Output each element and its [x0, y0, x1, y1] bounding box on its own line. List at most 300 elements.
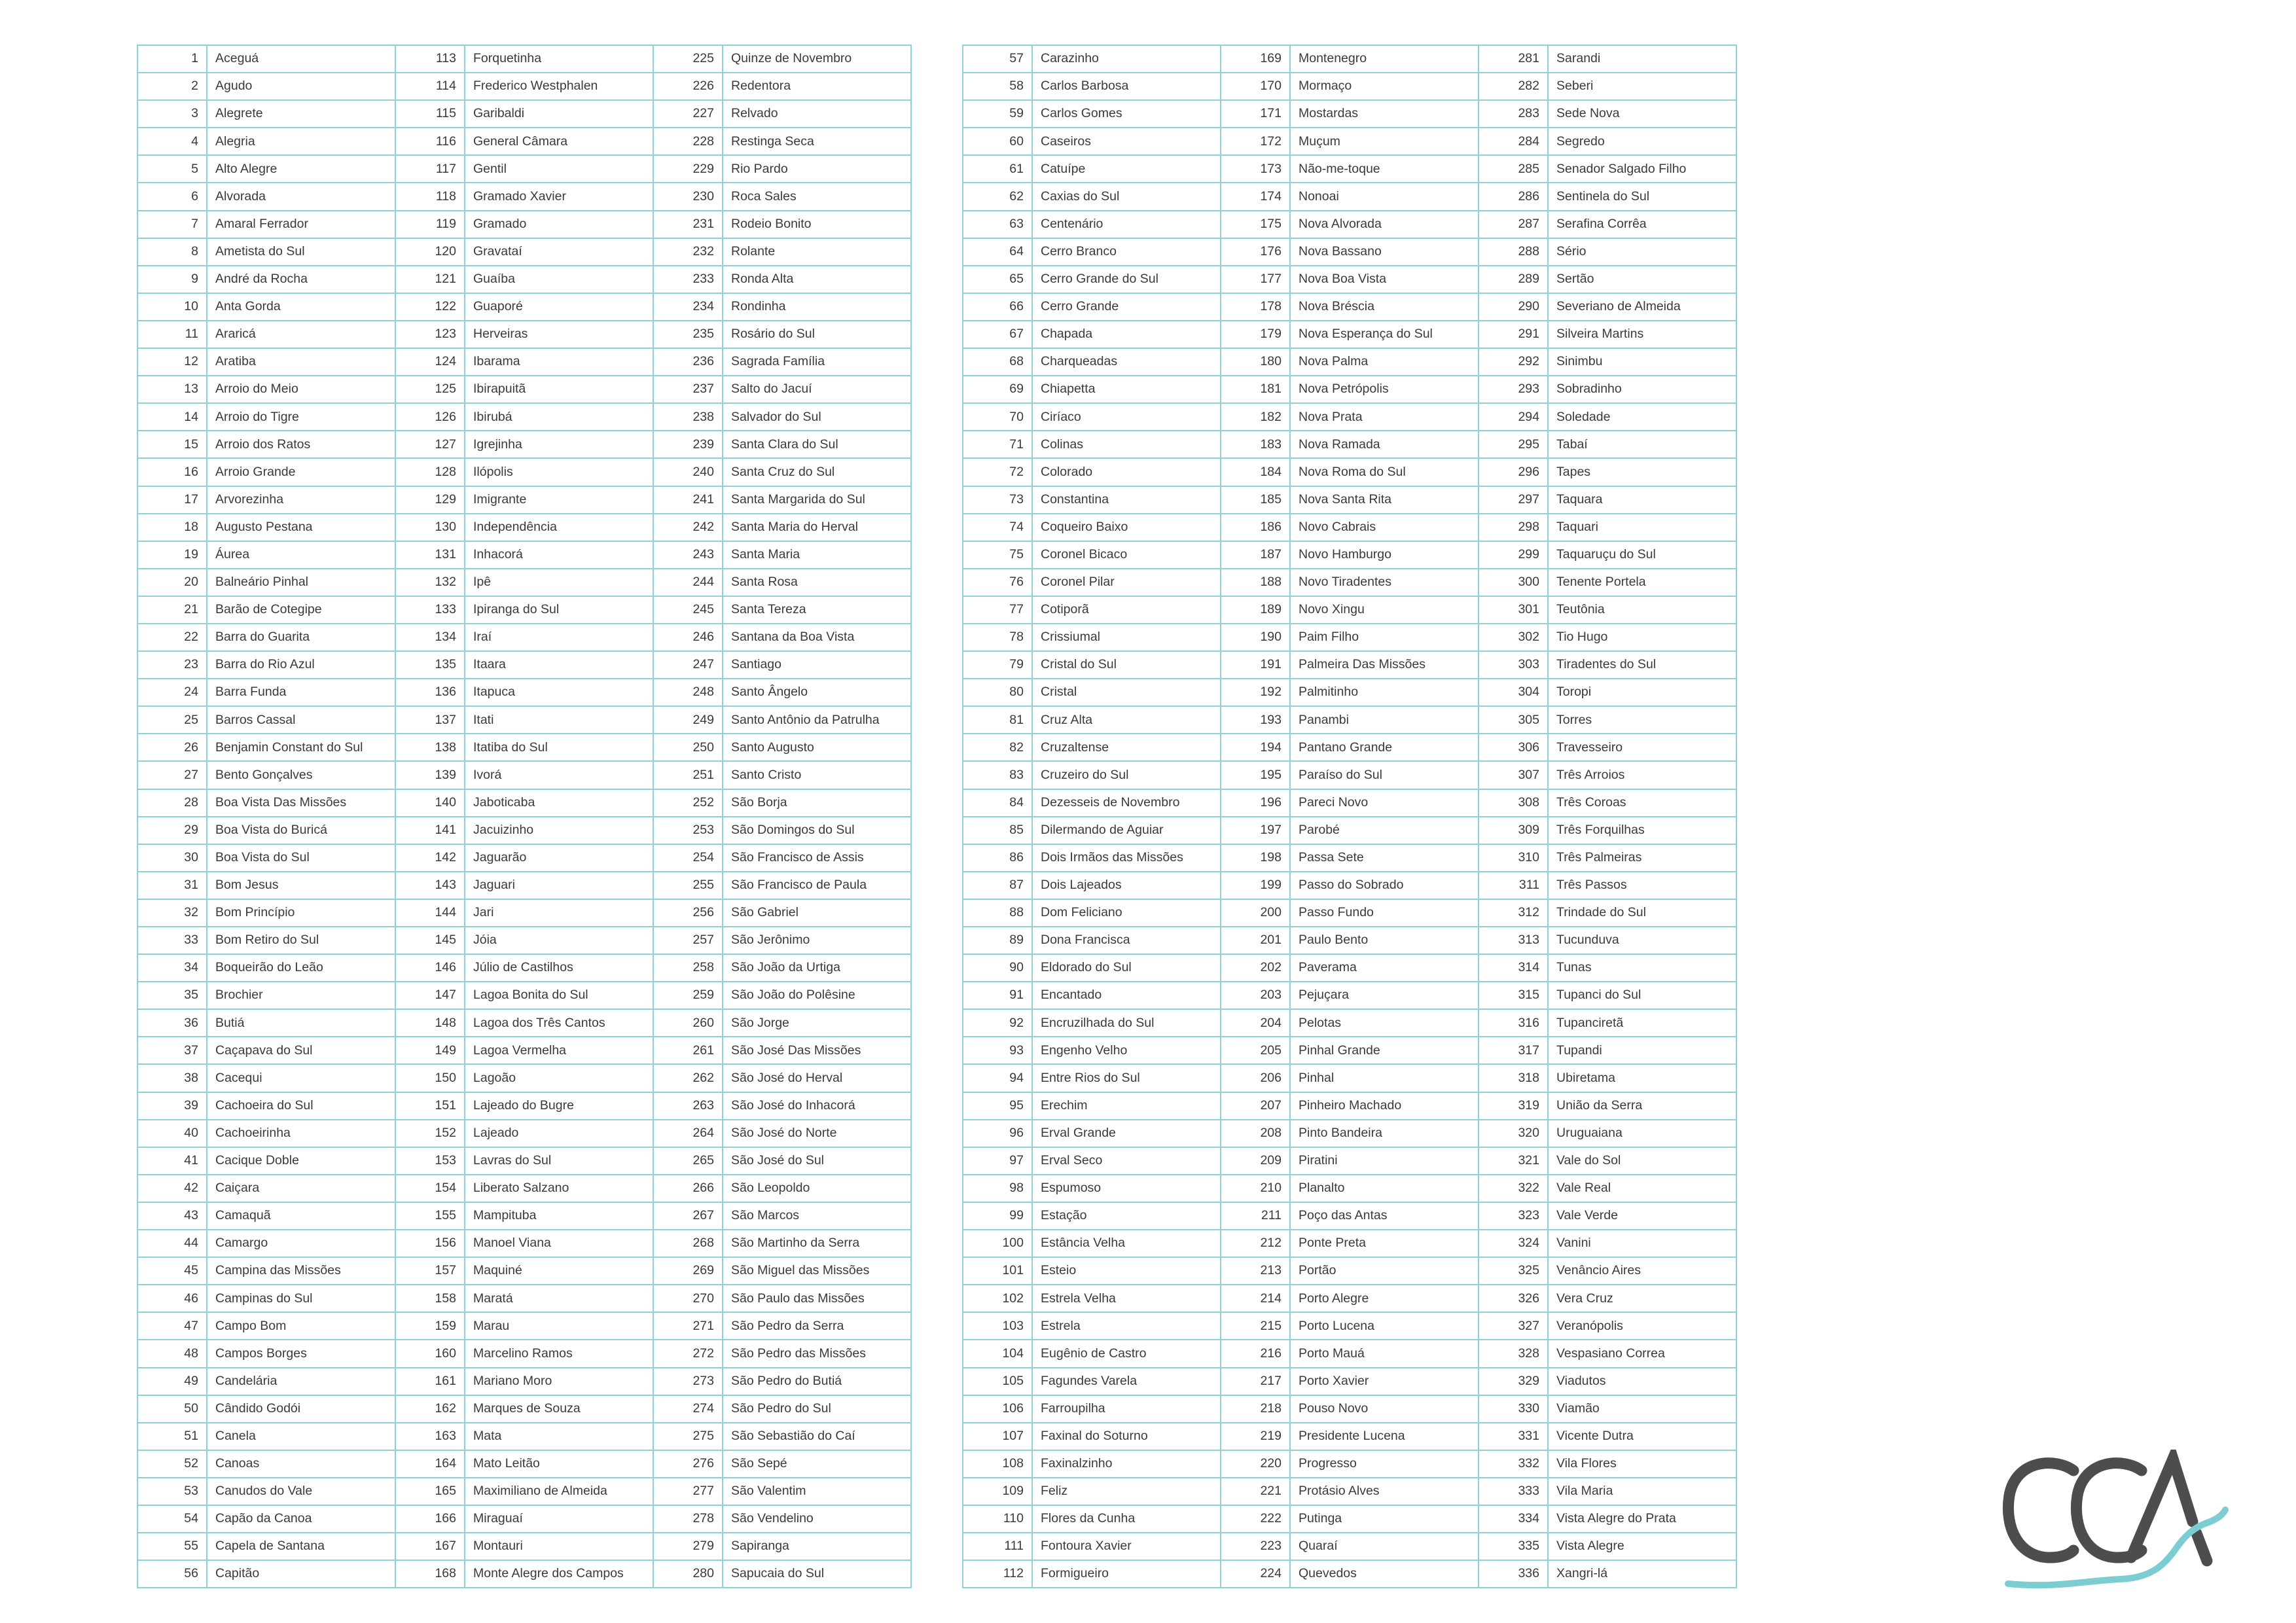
municipality-name: Cândido Godói	[207, 1395, 395, 1423]
municipality-number: 288	[1479, 238, 1548, 266]
table-row	[137, 1257, 911, 1285]
municipality-name: Pinhal Grande	[1290, 1037, 1479, 1064]
municipality-number: 248	[653, 679, 723, 706]
table-row	[137, 293, 911, 321]
municipality-number: 36	[137, 1009, 207, 1037]
municipality-number: 154	[395, 1175, 465, 1202]
municipality-name: Piratini	[1290, 1147, 1479, 1175]
municipality-name: Santo Cristo	[723, 761, 911, 789]
municipality-number: 181	[1221, 376, 1290, 403]
table-row	[137, 954, 911, 982]
municipality-number: 312	[1479, 899, 1548, 927]
municipality-number: 96	[963, 1120, 1032, 1147]
municipality-name: Nova Boa Vista	[1290, 266, 1479, 293]
municipality-name: Dona Francisca	[1032, 927, 1221, 954]
municipality-name: Xangri-lá	[1548, 1560, 1736, 1588]
municipality-name: Jacuizinho	[465, 817, 653, 844]
municipality-number: 114	[395, 73, 465, 100]
table-row	[963, 817, 1736, 844]
municipality-number: 203	[1221, 982, 1290, 1009]
municipality-name: Nonoai	[1290, 183, 1479, 210]
municipality-number: 56	[137, 1560, 207, 1588]
table-row	[963, 651, 1736, 679]
municipality-name: Segredo	[1548, 128, 1736, 155]
municipality-number: 333	[1479, 1478, 1548, 1505]
municipality-name: Taquaruçu do Sul	[1548, 541, 1736, 569]
municipality-name: São Domingos do Sul	[723, 817, 911, 844]
table-row	[963, 1037, 1736, 1064]
municipality-name: Santa Clara do Sul	[723, 431, 911, 458]
municipality-name: Jóia	[465, 927, 653, 954]
table-row	[137, 376, 911, 403]
municipality-name: Tenente Portela	[1548, 569, 1736, 596]
municipality-number: 270	[653, 1285, 723, 1312]
municipality-number: 189	[1221, 596, 1290, 624]
cca-logo	[1996, 1450, 2232, 1600]
table-row	[963, 1147, 1736, 1175]
municipality-number: 68	[963, 348, 1032, 376]
municipality-number: 57	[963, 45, 1032, 73]
municipality-number: 73	[963, 486, 1032, 514]
table-row	[963, 376, 1736, 403]
municipality-name: Cerro Grande	[1032, 293, 1221, 321]
municipality-number: 217	[1221, 1368, 1290, 1395]
municipality-number: 177	[1221, 266, 1290, 293]
municipality-name: São José do Sul	[723, 1147, 911, 1175]
table-row	[963, 321, 1736, 348]
municipality-number: 48	[137, 1340, 207, 1367]
municipality-name: Faxinalzinho	[1032, 1450, 1221, 1478]
municipality-number: 320	[1479, 1120, 1548, 1147]
municipality-number: 209	[1221, 1147, 1290, 1175]
municipality-number: 153	[395, 1147, 465, 1175]
municipality-name: Camaquã	[207, 1202, 395, 1230]
municipality-number: 21	[137, 596, 207, 624]
municipality-number: 285	[1479, 155, 1548, 183]
table-row	[137, 679, 911, 706]
municipality-number: 205	[1221, 1037, 1290, 1064]
municipality-name: Estação	[1032, 1202, 1221, 1230]
municipality-name: Sinimbu	[1548, 348, 1736, 376]
municipality-name: Lavras do Sul	[465, 1147, 653, 1175]
municipality-number: 208	[1221, 1120, 1290, 1147]
table-row	[963, 73, 1736, 100]
municipality-name: Maratá	[465, 1285, 653, 1312]
municipality-number: 109	[963, 1478, 1032, 1505]
municipality-number: 298	[1479, 514, 1548, 541]
municipality-number: 129	[395, 486, 465, 514]
municipality-number: 10	[137, 293, 207, 321]
municipality-name: Palmitinho	[1290, 679, 1479, 706]
table-row	[963, 348, 1736, 376]
municipality-number: 117	[395, 155, 465, 183]
municipality-name: Dezesseis de Novembro	[1032, 789, 1221, 817]
municipality-name: Pinheiro Machado	[1290, 1092, 1479, 1120]
municipality-name: Carlos Gomes	[1032, 100, 1221, 128]
municipality-number: 331	[1479, 1423, 1548, 1450]
table-row	[137, 403, 911, 431]
municipality-name: Vila Maria	[1548, 1478, 1736, 1505]
municipality-name: Nova Ramada	[1290, 431, 1479, 458]
municipality-number: 329	[1479, 1368, 1548, 1395]
municipality-number: 5	[137, 155, 207, 183]
municipality-number: 261	[653, 1037, 723, 1064]
municipality-name: Capela de Santana	[207, 1533, 395, 1560]
municipality-name: Salvador do Sul	[723, 403, 911, 431]
municipality-name: Itaara	[465, 651, 653, 679]
municipality-number: 241	[653, 486, 723, 514]
municipality-number: 336	[1479, 1560, 1548, 1588]
municipality-name: Cotiporã	[1032, 596, 1221, 624]
table-row	[137, 431, 911, 458]
municipality-name: Seberi	[1548, 73, 1736, 100]
municipality-name: Lajeado	[465, 1120, 653, 1147]
municipality-number: 323	[1479, 1202, 1548, 1230]
municipality-name: Vista Alegre	[1548, 1533, 1736, 1560]
municipality-number: 233	[653, 266, 723, 293]
municipality-number: 278	[653, 1505, 723, 1533]
municipality-name: Tunas	[1548, 954, 1736, 982]
municipality-name: Lajeado do Bugre	[465, 1092, 653, 1120]
municipality-number: 308	[1479, 789, 1548, 817]
table-row	[963, 100, 1736, 128]
municipality-name: Relvado	[723, 100, 911, 128]
municipality-number: 92	[963, 1009, 1032, 1037]
municipality-number: 266	[653, 1175, 723, 1202]
municipality-number: 17	[137, 486, 207, 514]
municipality-number: 240	[653, 458, 723, 486]
municipality-number: 330	[1479, 1395, 1548, 1423]
municipality-name: Serafina Corrêa	[1548, 211, 1736, 238]
municipality-number: 321	[1479, 1147, 1548, 1175]
municipality-number: 335	[1479, 1533, 1548, 1560]
municipality-name: General Câmara	[465, 128, 653, 155]
municipality-name: Vale Verde	[1548, 1202, 1736, 1230]
municipality-name: Uruguaiana	[1548, 1120, 1736, 1147]
municipality-name: Centenário	[1032, 211, 1221, 238]
municipality-name: Gentil	[465, 155, 653, 183]
municipality-number: 251	[653, 761, 723, 789]
municipality-name: Nova Palma	[1290, 348, 1479, 376]
municipality-number: 155	[395, 1202, 465, 1230]
municipality-name: São Francisco de Assis	[723, 844, 911, 872]
table-row	[137, 1560, 911, 1588]
municipality-number: 83	[963, 761, 1032, 789]
municipality-name: Nova Bassano	[1290, 238, 1479, 266]
municipality-name: Manoel Viana	[465, 1230, 653, 1257]
municipality-number: 122	[395, 293, 465, 321]
municipality-name: Entre Rios do Sul	[1032, 1064, 1221, 1092]
municipality-name: Ibirapuitã	[465, 376, 653, 403]
municipality-name: Quinze de Novembro	[723, 45, 911, 73]
municipality-name: Santa Maria	[723, 541, 911, 569]
table-row	[137, 486, 911, 514]
municipality-name: Vila Flores	[1548, 1450, 1736, 1478]
table-row	[963, 1009, 1736, 1037]
municipality-name: Lagoa Bonita do Sul	[465, 982, 653, 1009]
municipality-number: 67	[963, 321, 1032, 348]
municipality-number: 104	[963, 1340, 1032, 1367]
table-row	[137, 541, 911, 569]
municipality-name: Boa Vista do Sul	[207, 844, 395, 872]
municipality-number: 128	[395, 458, 465, 486]
municipality-name: Mariano Moro	[465, 1368, 653, 1395]
municipality-name: São José Das Missões	[723, 1037, 911, 1064]
municipality-name: Arroio do Meio	[207, 376, 395, 403]
municipality-number: 255	[653, 872, 723, 899]
municipality-name: Encantado	[1032, 982, 1221, 1009]
table-row	[963, 954, 1736, 982]
municipality-number: 256	[653, 899, 723, 927]
municipality-number: 11	[137, 321, 207, 348]
municipality-number: 13	[137, 376, 207, 403]
table-row	[137, 789, 911, 817]
municipality-name: Itatiba do Sul	[465, 734, 653, 761]
table-row	[963, 1533, 1736, 1560]
municipality-name: Boa Vista do Buricá	[207, 817, 395, 844]
municipality-name: Vale Real	[1548, 1175, 1736, 1202]
municipality-name: Cruzeiro do Sul	[1032, 761, 1221, 789]
municipality-name: São Miguel das Missões	[723, 1257, 911, 1285]
table-row	[963, 927, 1736, 954]
municipality-name: Passo Fundo	[1290, 899, 1479, 927]
municipality-number: 115	[395, 100, 465, 128]
municipality-number: 163	[395, 1423, 465, 1450]
municipality-name: Santo Antônio da Patrulha	[723, 706, 911, 734]
municipality-name: Feliz	[1032, 1478, 1221, 1505]
municipality-number: 191	[1221, 651, 1290, 679]
municipality-number: 184	[1221, 458, 1290, 486]
municipality-name: Presidente Lucena	[1290, 1423, 1479, 1450]
table-row	[137, 1450, 911, 1478]
municipality-number: 207	[1221, 1092, 1290, 1120]
municipality-name: Passa Sete	[1290, 844, 1479, 872]
municipality-name: Severiano de Almeida	[1548, 293, 1736, 321]
municipality-name: Alto Alegre	[207, 155, 395, 183]
municipality-number: 53	[137, 1478, 207, 1505]
municipality-number: 120	[395, 238, 465, 266]
municipality-number: 34	[137, 954, 207, 982]
municipality-name: Toropi	[1548, 679, 1736, 706]
municipality-number: 303	[1479, 651, 1548, 679]
municipality-name: Agudo	[207, 73, 395, 100]
municipality-name: Planalto	[1290, 1175, 1479, 1202]
table-row	[137, 1202, 911, 1230]
municipality-name: Três Coroas	[1548, 789, 1736, 817]
municipality-name: Caiçara	[207, 1175, 395, 1202]
municipality-number: 301	[1479, 596, 1548, 624]
municipality-name: Ipê	[465, 569, 653, 596]
municipality-name: Bom Retiro do Sul	[207, 927, 395, 954]
table-row	[137, 1533, 911, 1560]
table-row	[963, 1423, 1736, 1450]
municipality-name: Redentora	[723, 73, 911, 100]
municipality-name: Sarandi	[1548, 45, 1736, 73]
municipality-name: Ilópolis	[465, 458, 653, 486]
municipality-name: São José do Norte	[723, 1120, 911, 1147]
municipality-name: Rio Pardo	[723, 155, 911, 183]
municipality-name: Itati	[465, 706, 653, 734]
municipality-number: 121	[395, 266, 465, 293]
municipality-name: Eldorado do Sul	[1032, 954, 1221, 982]
municipality-name: Nova Petrópolis	[1290, 376, 1479, 403]
municipality-number: 105	[963, 1368, 1032, 1395]
municipality-name: Poço das Antas	[1290, 1202, 1479, 1230]
municipality-name: Canudos do Vale	[207, 1478, 395, 1505]
municipality-name: Flores da Cunha	[1032, 1505, 1221, 1533]
municipality-number: 317	[1479, 1037, 1548, 1064]
table-row	[137, 651, 911, 679]
municipality-number: 22	[137, 624, 207, 651]
municipality-name: Campo Bom	[207, 1312, 395, 1340]
municipality-name: Tiradentes do Sul	[1548, 651, 1736, 679]
municipality-name: Lagoa dos Três Cantos	[465, 1009, 653, 1037]
municipality-number: 46	[137, 1285, 207, 1312]
municipality-name: Senador Salgado Filho	[1548, 155, 1736, 183]
municipality-name: Ivorá	[465, 761, 653, 789]
municipality-name: Jaboticaba	[465, 789, 653, 817]
municipality-number: 332	[1479, 1450, 1548, 1478]
municipality-number: 206	[1221, 1064, 1290, 1092]
municipality-name: Tupanci do Sul	[1548, 982, 1736, 1009]
municipality-name: São Pedro do Butiá	[723, 1368, 911, 1395]
municipality-name: São Pedro do Sul	[723, 1395, 911, 1423]
municipality-number: 103	[963, 1312, 1032, 1340]
municipality-name: Capão da Canoa	[207, 1505, 395, 1533]
municipality-number: 276	[653, 1450, 723, 1478]
municipality-name: Cerro Branco	[1032, 238, 1221, 266]
municipality-number: 140	[395, 789, 465, 817]
municipality-name: Nova Alvorada	[1290, 211, 1479, 238]
municipality-number: 172	[1221, 128, 1290, 155]
municipality-number: 179	[1221, 321, 1290, 348]
municipality-name: Paulo Bento	[1290, 927, 1479, 954]
municipality-name: Maquiné	[465, 1257, 653, 1285]
table-row	[137, 872, 911, 899]
municipality-name: São José do Inhacorá	[723, 1092, 911, 1120]
municipality-number: 32	[137, 899, 207, 927]
table-row	[963, 403, 1736, 431]
municipality-name: Júlio de Castilhos	[465, 954, 653, 982]
municipality-number: 171	[1221, 100, 1290, 128]
municipality-number: 229	[653, 155, 723, 183]
table-row	[137, 927, 911, 954]
municipality-name: Erechim	[1032, 1092, 1221, 1120]
table-row	[963, 679, 1736, 706]
municipality-name: Sobradinho	[1548, 376, 1736, 403]
municipality-number: 41	[137, 1147, 207, 1175]
municipality-number: 55	[137, 1533, 207, 1560]
municipality-number: 326	[1479, 1285, 1548, 1312]
municipality-name: Campinas do Sul	[207, 1285, 395, 1312]
municipality-name: Candelária	[207, 1368, 395, 1395]
municipality-number: 70	[963, 403, 1032, 431]
municipality-name: Rolante	[723, 238, 911, 266]
municipality-name: Arroio dos Ratos	[207, 431, 395, 458]
table-row	[963, 761, 1736, 789]
municipality-name: Esteio	[1032, 1257, 1221, 1285]
municipality-name: São Francisco de Paula	[723, 872, 911, 899]
municipality-number: 54	[137, 1505, 207, 1533]
municipality-name: Santa Tereza	[723, 596, 911, 624]
municipality-name: Constantina	[1032, 486, 1221, 514]
municipality-name: Muçum	[1290, 128, 1479, 155]
municipality-name: Coqueiro Baixo	[1032, 514, 1221, 541]
municipality-name: União da Serra	[1548, 1092, 1736, 1120]
municipality-number: 80	[963, 679, 1032, 706]
municipality-number: 247	[653, 651, 723, 679]
municipality-name: Mormaço	[1290, 73, 1479, 100]
municipality-name: Estrela Velha	[1032, 1285, 1221, 1312]
municipality-name: São Gabriel	[723, 899, 911, 927]
table-row	[963, 458, 1736, 486]
municipality-number: 269	[653, 1257, 723, 1285]
table-row	[137, 458, 911, 486]
municipality-name: Gramado Xavier	[465, 183, 653, 210]
municipality-number: 157	[395, 1257, 465, 1285]
municipality-name: Camargo	[207, 1230, 395, 1257]
municipality-number: 26	[137, 734, 207, 761]
municipality-name: Faxinal do Soturno	[1032, 1423, 1221, 1450]
municipality-number: 43	[137, 1202, 207, 1230]
municipality-number: 219	[1221, 1423, 1290, 1450]
municipality-name: Dois Irmãos das Missões	[1032, 844, 1221, 872]
municipality-name: Barra do Rio Azul	[207, 651, 395, 679]
municipality-number: 87	[963, 872, 1032, 899]
municipality-number: 195	[1221, 761, 1290, 789]
municipality-name: Nova Santa Rita	[1290, 486, 1479, 514]
municipality-number: 89	[963, 927, 1032, 954]
municipality-number: 110	[963, 1505, 1032, 1533]
municipality-number: 322	[1479, 1175, 1548, 1202]
table-row	[963, 183, 1736, 210]
table-row	[137, 1120, 911, 1147]
table-row	[137, 321, 911, 348]
municipality-number: 35	[137, 982, 207, 1009]
municipality-name: Imigrante	[465, 486, 653, 514]
municipality-number: 142	[395, 844, 465, 872]
table-row	[963, 982, 1736, 1009]
municipality-name: São Jerônimo	[723, 927, 911, 954]
municipality-number: 281	[1479, 45, 1548, 73]
municipality-number: 113	[395, 45, 465, 73]
municipality-number: 293	[1479, 376, 1548, 403]
municipality-name: Porto Lucena	[1290, 1312, 1479, 1340]
municipality-name: Roca Sales	[723, 183, 911, 210]
municipality-number: 151	[395, 1092, 465, 1120]
municipality-number: 78	[963, 624, 1032, 651]
municipality-name: Campina das Missões	[207, 1257, 395, 1285]
municipality-number: 268	[653, 1230, 723, 1257]
municipality-name: Guaporé	[465, 293, 653, 321]
municipality-number: 65	[963, 266, 1032, 293]
municipality-number: 162	[395, 1395, 465, 1423]
municipality-number: 230	[653, 183, 723, 210]
municipality-number: 228	[653, 128, 723, 155]
municipality-name: Dois Lajeados	[1032, 872, 1221, 899]
municipality-number: 165	[395, 1478, 465, 1505]
municipality-number: 244	[653, 569, 723, 596]
municipality-name: Gravataí	[465, 238, 653, 266]
municipality-number: 194	[1221, 734, 1290, 761]
municipality-number: 311	[1479, 872, 1548, 899]
municipality-number: 3	[137, 100, 207, 128]
table-row	[137, 266, 911, 293]
municipality-name: Soledade	[1548, 403, 1736, 431]
municipality-name: Canoas	[207, 1450, 395, 1478]
table-row	[963, 734, 1736, 761]
municipality-number: 45	[137, 1257, 207, 1285]
